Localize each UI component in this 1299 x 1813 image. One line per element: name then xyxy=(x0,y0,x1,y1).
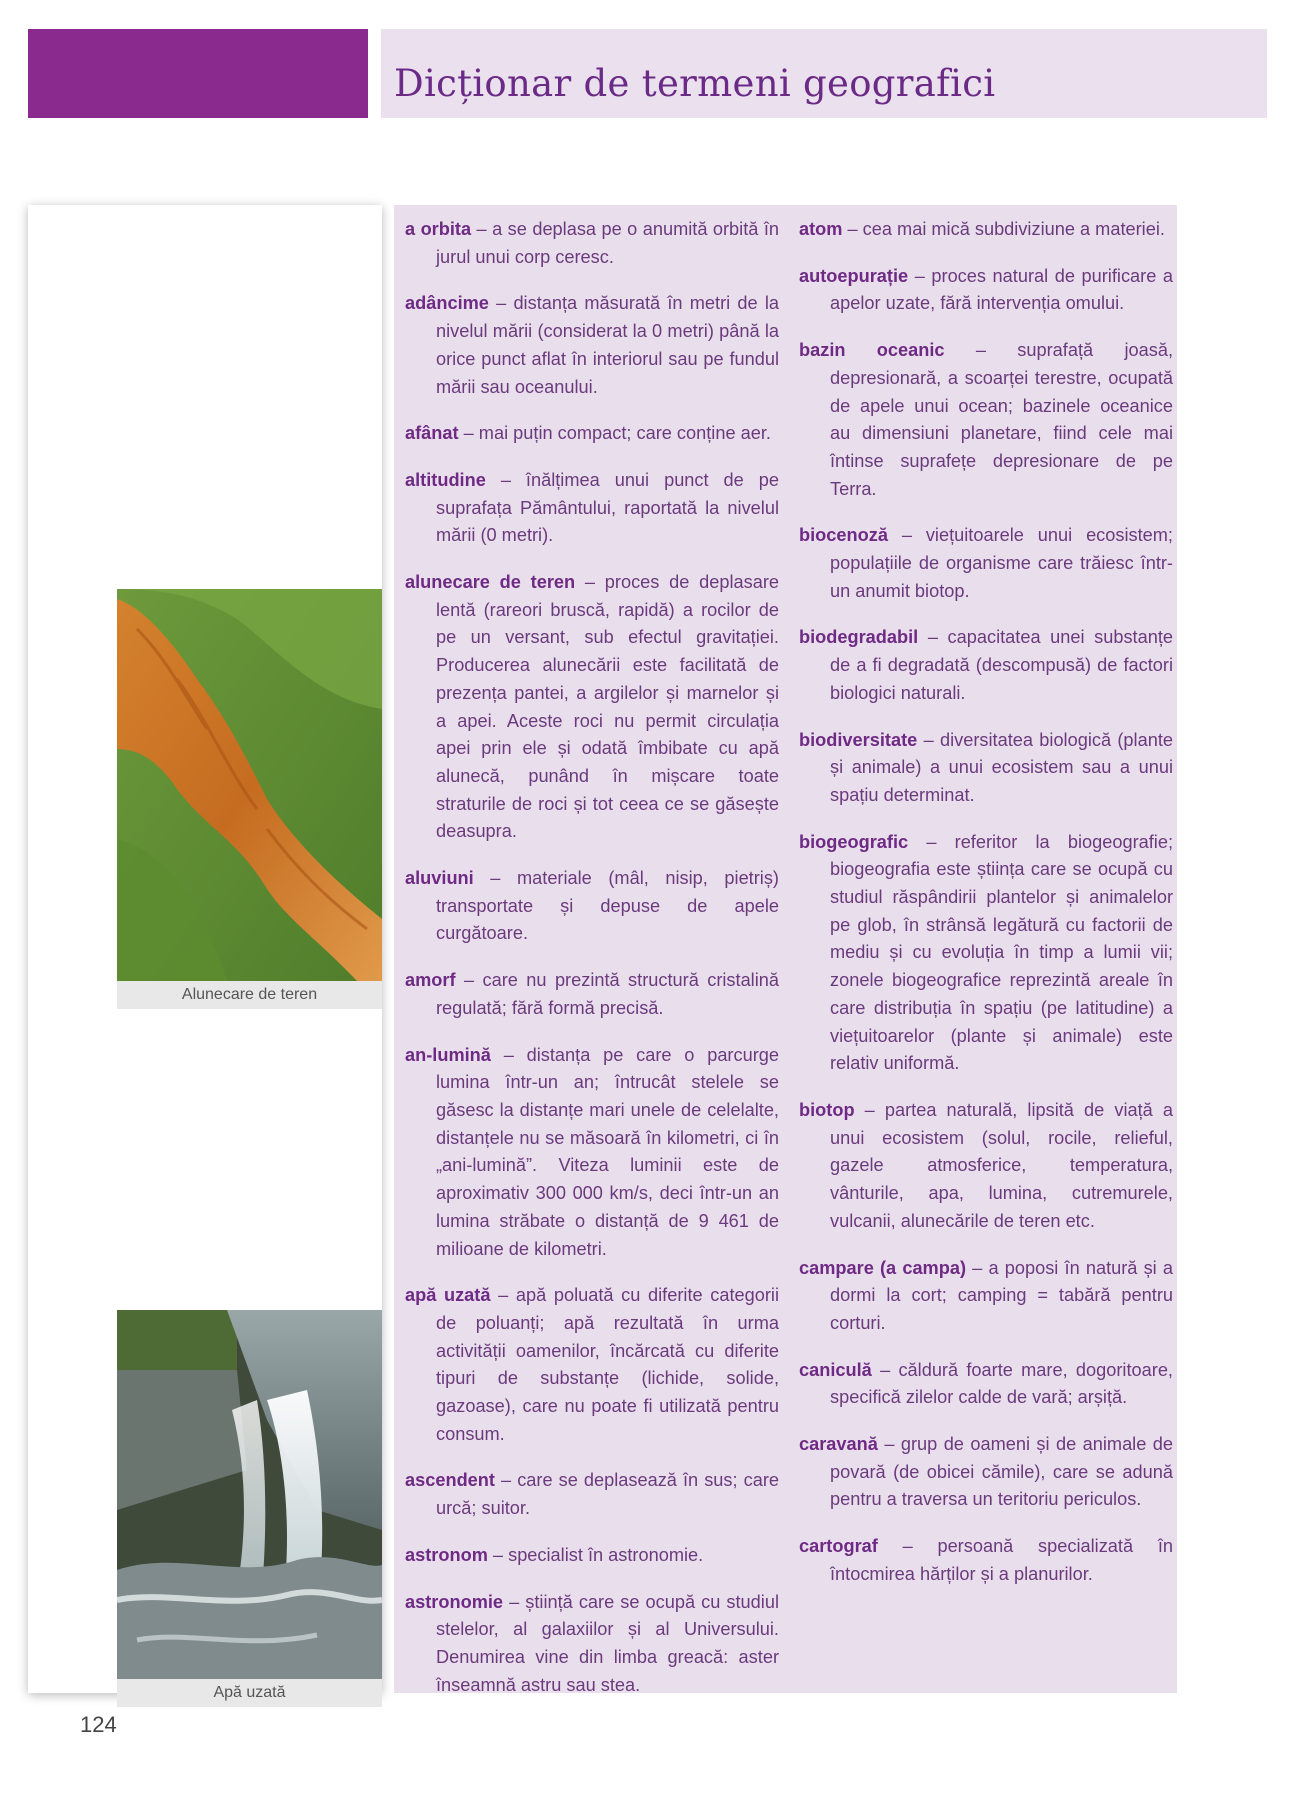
glossary-term: an-lumină xyxy=(405,1044,491,1065)
glossary-definition: – materiale (mâl, nisip, pietriș) transportate și depuse de apele curgătoare. xyxy=(436,868,779,944)
glossary-definition: – diversitatea biologică (plante și animale) a unui ecosistem sau a unui spațiu determinat. xyxy=(830,729,1173,805)
glossary-term: apă uzată xyxy=(405,1285,491,1306)
glossary-definition: – care se deplasează în sus; care urcă; suitor. xyxy=(436,1470,779,1519)
glossary-term: autoepurație xyxy=(799,265,909,286)
glossary-definition: – grup de oameni și de animale de povară (de obicei cămile), care se adună pentru a traversa un teritoriu periculos. xyxy=(830,1434,1173,1510)
glossary-term: biotop xyxy=(799,1099,855,1120)
glossary-term: campare (a campa) xyxy=(799,1257,967,1278)
glossary-term: aluviuni xyxy=(405,868,474,889)
glossary-term: afânat xyxy=(405,423,459,444)
glossary-entry xyxy=(405,1282,779,1448)
glossary-entry xyxy=(799,624,1173,707)
glossary-term: caniculă xyxy=(799,1359,872,1380)
glossary-term: a orbita xyxy=(405,219,472,239)
wastewater-caption: Apă uzată xyxy=(117,1679,382,1707)
glossary-term: altitudine xyxy=(405,469,486,490)
wastewater-photo xyxy=(117,1310,382,1692)
glossary-term: atom xyxy=(799,219,843,239)
glossary-entry xyxy=(405,290,779,401)
glossary-term: adâncime xyxy=(405,293,489,314)
glossary-definition: – referitor la biogeografie; biogeografia este știința care se ocupă cu studiul răspândirii plantelor și animalelor pe glob, în strânsă legătură cu factorii de mediu și cu evoluția în timp a lumii vii; zonele biogeografice reprezintă areale în care distribuția în spațiu (pe latitudine) a viețuitoarelor (plante și animale) este relativ uniformă. xyxy=(830,831,1173,1074)
glossary-entry xyxy=(799,216,1173,244)
glossary-entry xyxy=(799,263,1173,318)
glossary-entry xyxy=(405,1589,779,1700)
glossary-column-left xyxy=(405,216,779,1718)
glossary-definition: – partea naturală, lipsită de viață a unui ecosistem (solul, rocile, relieful, gazele atmosferice, temperatura, vânturile, apa, lumina, cutremurele, vulcanii, alunecările de teren etc. xyxy=(830,1099,1173,1231)
glossary-definition: – mai puțin compact; care conține aer. xyxy=(458,423,771,444)
glossary-entry xyxy=(405,569,779,846)
glossary-definition: – viețuitoarele unui ecosistem; populațiile de organisme care trăiesc într-un anumit biotop. xyxy=(830,525,1173,601)
glossary-definition: – a se deplasa pe o anumită orbită în jurul unui corp ceresc. xyxy=(436,219,779,267)
glossary-term: bazin oceanic xyxy=(799,340,945,361)
glossary-column-right xyxy=(799,216,1173,1608)
glossary-entry xyxy=(405,967,779,1022)
glossary-entry xyxy=(799,522,1173,605)
glossary-entry xyxy=(405,1542,779,1570)
page-number: 124 xyxy=(80,1712,117,1737)
glossary-definition: – înălțimea unui punct de pe suprafața Pământului, raportată la nivelul mării (0 metri). xyxy=(436,469,779,546)
glossary-term: alunecare de teren xyxy=(405,572,576,593)
glossary-definition: – proces de deplasare lentă (rareori bruscă, rapidă) a rocilor de pe un versant, sub efectul gravitației. Producerea alunecării este facilitată de prezența pantei, a argilelor și marnelor și a apei. Aceste roci nu permit circulația apei prin ele și odată îmbibate cu apă alunecă, punând în mișcare toate straturile de roci și tot ceea ce se găsește deasupra. xyxy=(436,572,780,842)
glossary-definition: – proces natural de purificare a apelor uzate, fără intervenția omului. xyxy=(830,265,1173,314)
glossary-definition: – persoană specializată în întocmirea hărților și a planurilor. xyxy=(830,1536,1173,1584)
page-title: Dicționar de termeni geografici xyxy=(394,62,996,105)
glossary-entry xyxy=(799,337,1173,503)
glossary-entry xyxy=(799,1431,1173,1514)
glossary-definition: – apă poluată cu diferite categorii de poluanți; apă rezultată în urma activității oamenilor, încărcată cu diferite tipuri de substanțe (lichide, solide, gazoase), care nu poate fi utilizată pentru consum. xyxy=(436,1285,779,1444)
glossary-definition: – cea mai mică subdiviziune a materiei. xyxy=(842,219,1165,239)
glossary-definition: – care nu prezintă structură cristalină regulată; fără formă precisă. xyxy=(436,970,779,1018)
glossary-entry xyxy=(405,1042,779,1264)
glossary-term: biocenoză xyxy=(799,525,888,546)
glossary-definition: – știință care se ocupă cu studiul stelelor, al galaxiilor și al Universului. Denumirea vine din limba greacă: aster înseamnă astru sau stea. xyxy=(436,1591,779,1695)
glossary-term: biodiversitate xyxy=(799,729,918,750)
glossary-entry xyxy=(799,727,1173,810)
glossary-entry xyxy=(405,420,779,448)
glossary-definition: – distanța măsurată în metri de la nivelul mării (considerat la 0 metri) până la orice punct aflat în interiorul sau pe fundul mării sau oceanului. xyxy=(436,293,779,397)
glossary-entry xyxy=(799,1357,1173,1412)
glossary-entry xyxy=(799,1533,1173,1588)
glossary-entry xyxy=(799,1255,1173,1338)
glossary-term: biogeografic xyxy=(799,831,909,852)
glossary-entry xyxy=(405,216,779,271)
glossary-entry xyxy=(405,467,779,550)
landslide-photo xyxy=(117,589,382,981)
glossary-entry xyxy=(405,865,779,948)
header-accent-band xyxy=(28,29,368,118)
glossary-definition: – distanța pe care o parcurge lumina într-un an; întrucât stelele se găsesc la distanțe mari unele de celelalte, distanțele nu se măsoară în kilometri, ci în „ani-lumină”. Viteza luminii este de aproximativ 300 000 km/s, deci într-un an lumina străbate o distanță de 9 461 de milioane de kilometri. xyxy=(436,1044,779,1259)
glossary-definition: – a poposi în natură și a dormi la cort; camping = tabără pentru corturi. xyxy=(830,1257,1174,1333)
glossary-entry xyxy=(799,1097,1173,1236)
glossary-definition: – suprafață joasă, depresionară, a scoarței terestre, ocupată de apele unui ocean; bazinele oceanice au dimensiuni planetare, fiind cele mai întinse suprafețe depresionare de pe Terra. xyxy=(830,340,1173,499)
landslide-caption: Alunecare de teren xyxy=(117,981,382,1009)
glossary-term: caravană xyxy=(799,1434,878,1455)
glossary-term: ascendent xyxy=(405,1470,495,1491)
glossary-term: astronom xyxy=(405,1544,488,1565)
glossary-definition: – căldură foarte mare, dogoritoare, specifică zilelor calde de vară; arșiță. xyxy=(830,1359,1173,1408)
glossary-term: amorf xyxy=(405,970,456,991)
glossary-term: cartograf xyxy=(799,1536,878,1557)
glossary-definition: – capacitatea unei substanțe de a fi degradată (descompusă) de factori biologici naturali. xyxy=(830,627,1173,703)
glossary-entry xyxy=(799,829,1173,1078)
glossary-term: biodegradabil xyxy=(799,627,919,648)
glossary-term: astronomie xyxy=(405,1591,504,1612)
glossary-definition: – specialist în astronomie. xyxy=(487,1544,704,1565)
glossary-entry xyxy=(405,1467,779,1522)
